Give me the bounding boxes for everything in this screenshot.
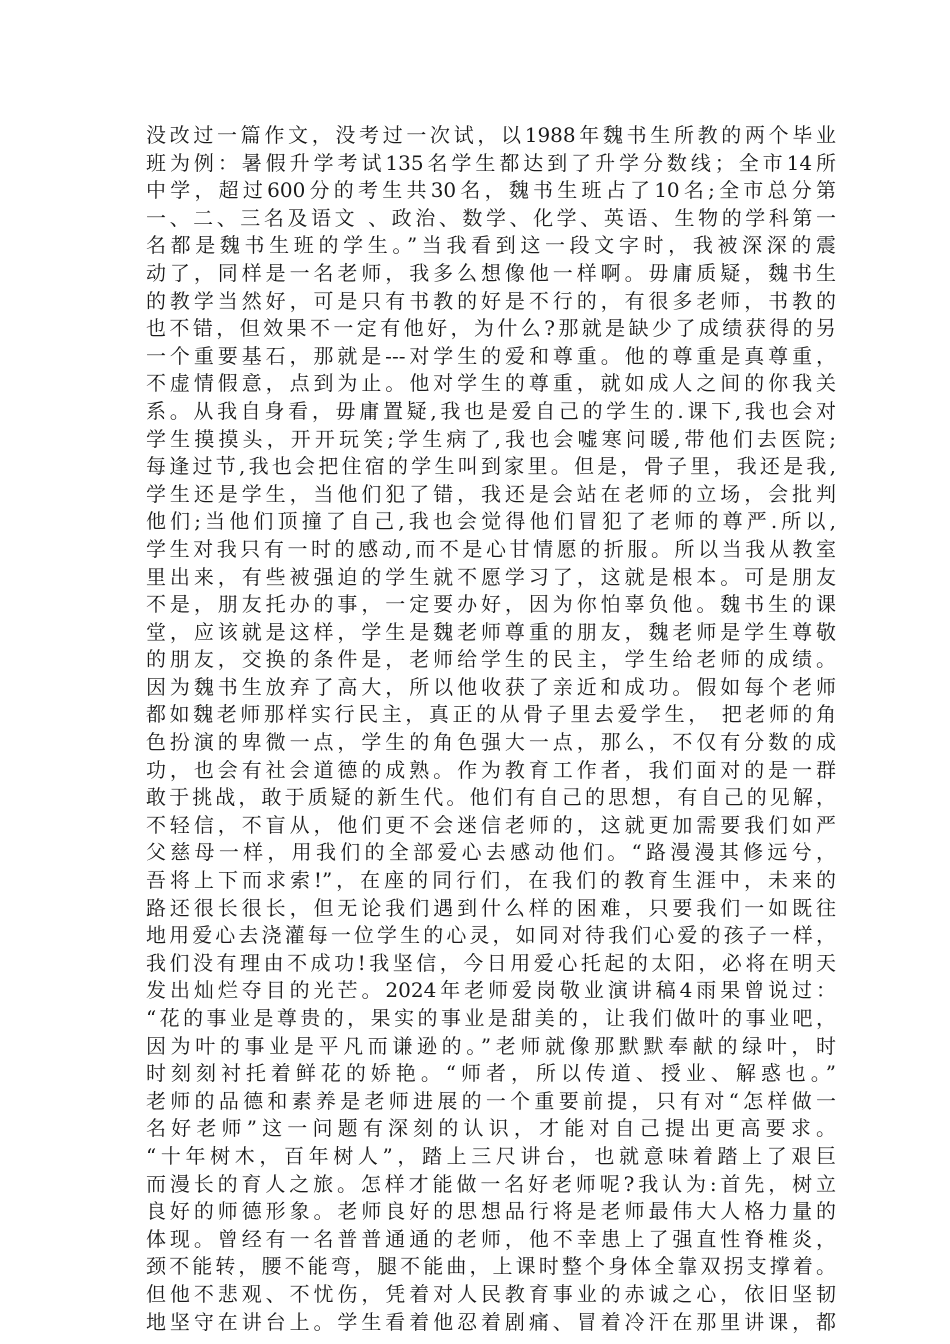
text-line: 发出灿烂夺目的光芒。2024年老师爱岗敬业演讲稿4雨果曾说过： [146,978,836,1003]
text-line: 班为例：暑假升学考试135名学生都达到了升学分数线；全市14所 [146,150,836,175]
text-line: 老师的品德和素养是老师进展的一个重要前提，只有对“怎样做一 [146,1088,836,1113]
text-line: 学生还是学生，当他们犯了错，我还是会站在老师的立场，会批判 [146,481,836,506]
text-line: “花的事业是尊贵的，果实的事业是甜美的，让我们做叶的事业吧， [146,1006,836,1030]
text-line: 学生摸摸头，开开玩笑;学生病了,我也会嘘寒问暖,带他们去医院; [146,426,836,451]
text-line: 每逢过节,我也会把住宿的学生叫到家里。但是，骨子里，我还是我, [146,454,836,479]
text-line: 父慈母一样，用我们的全部爱心去感动他们。“路漫漫其修远兮， [146,840,836,865]
text-line: 系。从我自身看，毋庸置疑,我也是爱自己的学生的.课下,我也会对 [146,398,836,423]
text-line: 的教学当然好，可是只有书教的好是不行的，有很多老师，书教的 [146,288,836,313]
text-line: 名好老师”这一问题有深刻的认识，才能对自己提出更高要求。 [146,1116,836,1141]
text-line: 不虚情假意，点到为止。他对学生的尊重，就如成人之间的你我关 [146,371,836,396]
text-line: 他们;当他们顶撞了自己,我也会觉得他们冒犯了老师的尊严.所以, [146,509,836,534]
text-line: 路还很长很长，但无论我们遇到什么样的困难，只要我们一如既往 [146,895,836,920]
text-line: 颈不能转，腰不能弯，腿不能曲，上课时整个身体全靠双拐支撑着。 [146,1254,836,1279]
text-line: 但他不悲观、不忧伤，凭着对人民教育事业的赤诚之心，依旧坚韧 [146,1281,836,1306]
text-line: 敢于挑战，敢于质疑的新生代。他们有自己的思想，有自己的见解， [146,785,836,810]
text-line: 学生对我只有一时的感动,而不是心甘情愿的折服。所以当我从教室 [146,536,836,561]
text-line: 里出来，有些被强迫的学生就不愿学习了，这就是根本。可是朋友 [146,564,836,589]
text-line: 因为叶的事业是平凡而谦逊的。”老师就像那默默奉献的绿叶，时 [146,1033,836,1058]
text-line: 不是，朋友托办的事，一定要办好，因为你怕辜负他。魏书生的课 [146,592,836,617]
text-line: 吾将上下而求索!”，在座的同行们，在我们的教育生涯中，未来的 [146,868,836,893]
text-line: 因为魏书生放弃了高大，所以他收获了亲近和成功。假如每个老师 [146,674,836,699]
text-line: 我们没有理由不成功!我坚信，今日用爱心托起的太阳，必将在明天 [146,950,836,975]
text-line: 地坚守在讲台上。学生看着他忍着剧痛、冒着冷汗在那里讲课，都 [146,1309,836,1334]
text-line: 动了，同样是一名老师，我多么想像他一样啊。毋庸质疑，魏书生 [146,260,836,285]
text-line: 而漫长的育人之旅。怎样才能做一名好老师呢?我认为:首先，树立 [146,1171,836,1196]
text-line: 名都是魏书生班的学生。”当我看到这一段文字时，我被深深的震 [146,233,836,258]
text-line: 的朋友，交换的条件是，老师给学生的民主，学生给老师的成绩。 [146,647,836,672]
text-line: 时刻刻衬托着鲜花的娇艳。“师者，所以传道、授业、解惑也。” [146,1061,836,1086]
text-line: 良好的师德形象。老师良好的思想品行将是老师最伟大人格力量的 [146,1199,836,1224]
text-line: “十年树木，百年树人”，踏上三尺讲台，也就意味着踏上了艰巨 [146,1143,836,1168]
text-line: 中学，超过600分的考生共30名，魏书生班占了10名;全市总分第 [146,178,836,203]
text-line: 色扮演的卑微一点，学生的角色强大一点，那么，不仅有分数的成 [146,730,836,755]
text-line: 没改过一篇作文，没考过一次试，以1988年魏书生所教的两个毕业 [146,123,836,147]
text-line: 一、二、三名及语文 、政治、数学、化学、英语、生物的学科第一 [146,205,836,230]
text-line: 功，也会有社会道德的成熟。作为教育工作者，我们面对的是一群 [146,757,836,782]
text-line: 一个重要基石，那就是---对学生的爱和尊重。他的尊重是真尊重， [146,343,836,368]
text-line: 体现。曾经有一名普普通通的老师，他不幸患上了强直性脊椎炎， [146,1226,836,1251]
text-line: 不轻信，不盲从，他们更不会迷信老师的，这就更加需要我们如严 [146,812,836,837]
text-line: 地用爱心去浇灌每一位学生的心灵，如同对待我们心爱的孩子一样， [146,923,836,948]
text-line: 都如魏老师那样实行民主，真正的从骨子里去爱学生， 把老师的角 [146,702,836,727]
text-line: 也不错，但效果不一定有他好，为什么?那就是缺少了成绩获得的另 [146,316,836,341]
body-text [146,122,836,1336]
text-line: 堂，应该就是这样，学生是魏老师尊重的朋友，魏老师是学生尊敬 [146,619,836,644]
